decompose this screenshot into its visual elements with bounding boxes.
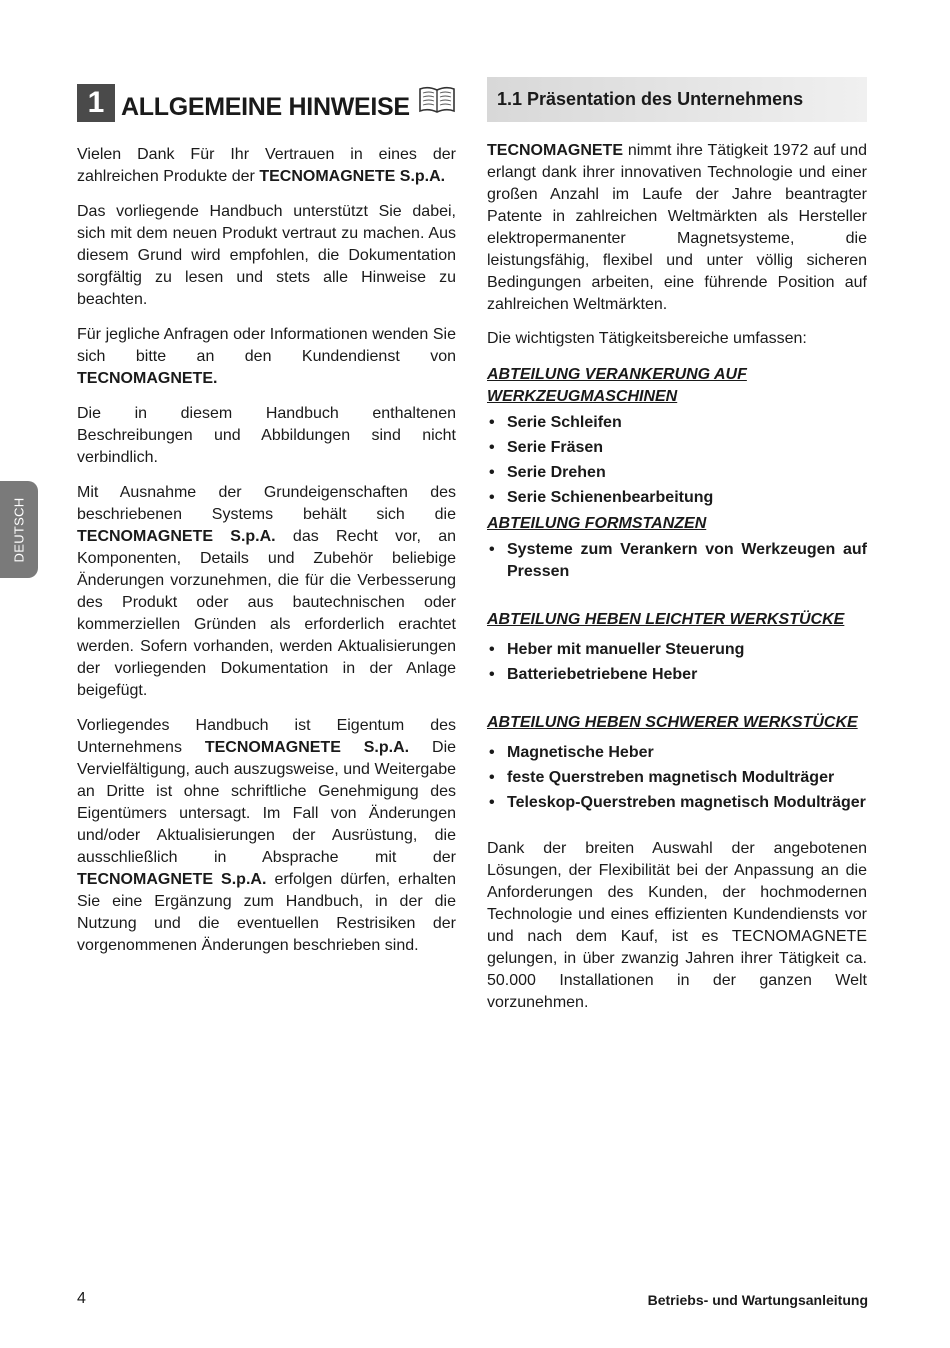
- dept-list-punching: [487, 539, 867, 583]
- ownership-paragraph: Vorliegendes Handbuch ist Eigentum des Unternehmens TECNOMAGNETE S.p.A. Die Vervielfältigung, auch auszugsweise, und Weitergabe an Dritte ist ohne schriftliche Genehmigung des Eigentümers untersagt. Im Fall von Änderungen und/oder Aktualisierungen der Ausrüstung, die ausschließlich in Absprache mit der TECNOMAGNETE S.p.A. erfolgen dürfen, erhalten Sie eine Ergänzung zum Handbuch, in der die Nutzung und die eventuellen Restrisiken der vorgenommenen Änderungen beschrieben sind.: [77, 717, 457, 954]
- chapter-number: 1: [77, 84, 115, 122]
- list-item: • Batteriebetriebene Heber: [487, 664, 867, 686]
- list-item: • Serie Fräsen: [487, 437, 867, 459]
- list-item: • Magnetische Heber: [487, 742, 867, 764]
- language-side-tab: [0, 481, 38, 578]
- dept-list-light-lifting: [487, 639, 867, 686]
- left-column: [77, 77, 456, 970]
- list-item: • Heber mit manueller Steuerung: [487, 639, 867, 661]
- dept-list-heavy-lifting: [487, 742, 867, 814]
- chapter-heading: [77, 77, 456, 122]
- non-binding-paragraph: Die in diesem Handbuch enthaltenen Beschreibungen und Abbildungen sind nicht verbindlich.: [77, 405, 456, 466]
- list-item: • Systeme zum Verankern von Werkzeugen auf Pressen: [487, 539, 867, 583]
- list-item: • Serie Schienenbearbeitung: [487, 487, 867, 509]
- contact-paragraph: Für jegliche Anfragen oder Informationen wenden Sie sich bitte an den Kundendienst von TECNOMAGNETE.: [77, 326, 456, 387]
- dept-heading-punching: ABTEILUNG FORMSTANZEN: [487, 515, 707, 532]
- dept-list-anchoring: [487, 412, 867, 509]
- list-item: • Serie Schleifen: [487, 412, 867, 434]
- footer-title: Betriebs- und Wartungsanleitung: [647, 1292, 868, 1308]
- list-item: • Teleskop-Querstreben magnetisch Modulträger: [487, 792, 867, 814]
- section-title: 1.1 Präsentation des Unternehmens: [487, 77, 867, 122]
- changes-paragraph: Mit Ausnahme der Grundeigenschaften des beschriebenen Systems behält sich die TECNOMAGNETE S.p.A. das Recht vor, an Komponenten, Details und Zubehör beliebige Änderungen vorzunehmen, die für die Verbesserung des Produkt oder aus bautechnischen oder kommerziellen Gründen als erforderlich erachtet werden. Sofern vorhanden, werden Aktualisierungen der vorliegenden Dokumentation in der Anlage beigefügt.: [77, 484, 457, 699]
- thanks-paragraph: Vielen Dank Für Ihr Vertrauen in eines der zahlreichen Produkte der TECNOMAGNETE S.p.A.: [77, 146, 456, 185]
- dept-heading-light-lifting: ABTEILUNG HEBEN LEICHTER WERKSTÜCKE: [487, 611, 845, 628]
- list-item: • feste Querstreben magnetisch Modulträger: [487, 767, 867, 789]
- manual-purpose-paragraph: Das vorliegende Handbuch unterstützt Sie dabei, sich mit dem neuen Produkt vertraut zu machen. Aus diesem Grund wird empfohlen, die Dokumentation sorgfältig zu lesen und stets alle Hinweise zu beachten.: [77, 203, 456, 308]
- book-icon: [418, 85, 456, 122]
- dept-heading-heavy-lifting: ABTEILUNG HEBEN SCHWERER WERKSTÜCKE: [487, 714, 858, 731]
- language-tab-label: DEUTSCH: [11, 497, 27, 562]
- right-column: [487, 77, 867, 1026]
- list-item: • Serie Drehen: [487, 462, 867, 484]
- company-intro-paragraph: TECNOMAGNETE nimmt ihre Tätigkeit 1972 auf und erlangt dank ihrer innovativen Technologie und einer großen Anzahl im Laufe der Jahre beantragter Patente in zahlreichen Weltmärkten als Hersteller elektropermanenter Magnetsysteme, die leistungsfähig, flexibel und unter völlig sicheren Bedingungen arbeiten, eine führende Position auf zahlreichen Weltmärkten.: [487, 142, 867, 313]
- areas-intro: Die wichtigsten Tätigkeitsbereiche umfassen:: [487, 330, 807, 347]
- dept-heading-anchoring: ABTEILUNG VERANKERUNG AUF WERKZEUGMASCHINEN: [487, 366, 747, 405]
- closing-paragraph: Dank der breiten Auswahl der angebotenen Lösungen, der Flexibilität bei der Anpassung an die Anforderungen des Kunden, der hochmodernen Technologie und eines effizienten Kundendiensts vor und nach dem Kauf, ist es TECNOMAGNETE gelungen, in über zwanzig Jahren ihrer Tätigkeit ca. 50.000 Installationen in der ganzen Welt vorzunehmen.: [487, 840, 867, 1011]
- page-number: 4: [77, 1290, 86, 1307]
- chapter-title: ALLGEMEINE HINWEISE: [121, 93, 410, 121]
